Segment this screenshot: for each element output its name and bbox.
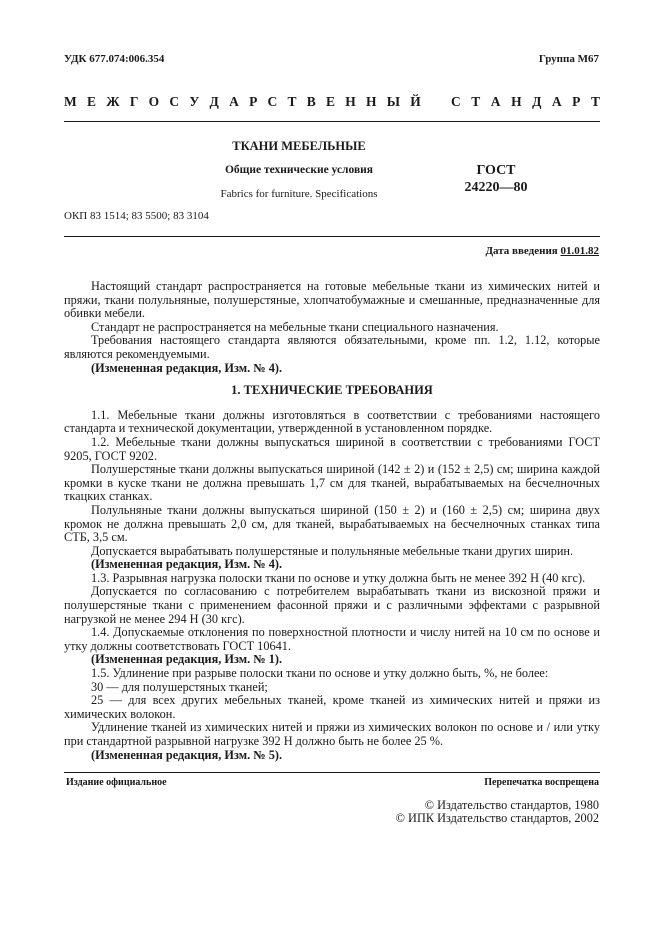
gost-label: ГОСТ — [476, 163, 516, 178]
page-subtitle: Общие технические условия — [224, 164, 374, 176]
introduction-date-label: Дата введения — [485, 245, 558, 257]
document-body — [64, 280, 600, 762]
group-code: Группа М67 — [538, 53, 599, 65]
clause-1-5-other: 25 — для всех других мебельных тканей, кроме тканей из химических нитей и пряжи из химических волокон. — [64, 693, 600, 721]
introduction-date-value: 01.01.82 — [560, 245, 599, 257]
copyright-2002: © ИПК Издательство стандартов, 2002 — [395, 811, 599, 825]
amendment-note: (Измененная редакция, Изм. № 1). — [91, 652, 283, 667]
english-title: Fabrics for furniture. Specifications — [220, 188, 378, 200]
amendment-note: (Измененная редакция, Изм. № 4). — [91, 557, 283, 572]
reprint-prohibited: Перепечатка воспрещена — [484, 777, 599, 788]
okp-codes: ОКП 83 1514; 83 5500; 83 3104 — [64, 210, 209, 222]
official-edition: Издание официальное — [66, 777, 167, 788]
clause-1-3: 1.3. Разрывная нагрузка полоски ткани по основе и утку должна быть не менее 392 Н (40 кгс). — [91, 570, 586, 585]
clause-1-2: 1.2. Мебельные ткани должны выпускаться шириной в соответствии с требованиями ГОСТ 9205, ГОСТ 9202. — [64, 434, 600, 463]
clause-1-5-wool: 30 — для полушерстяных тканей; — [91, 679, 268, 694]
paragraph-mandatory: Требования настоящего стандарта являются обязательными, кроме пп. 1.2, 1.12, которые являются рекомендуемыми. — [64, 333, 600, 361]
clause-1-3-exception: Допускается по согласованию с потребителем вырабатывать ткани из вискозной пряжи и полушерстяные ткани с применением фасонной пряжи и с различными эффектами с разрывной нагрузкой не менее 294 Н (30 кгс). — [64, 584, 600, 626]
amendment-note: (Измененная редакция, Изм. № 4). — [91, 360, 283, 375]
page-title: ТКАНИ МЕБЕЛЬНЫЕ — [232, 139, 366, 153]
clause-1-2-linen: Полульняные ткани должны выпускаться шириной (150 ± 2) и (160 ± 2,5) см; ширина двух кромок не должна превышать 2,0 см, для тканей, вырабатываемых на бесчелночных станках типа СТБ, 3,5 см. — [64, 502, 600, 545]
gost-number: 24220—80 — [464, 180, 528, 195]
amendment-note: (Измененная редакция, Изм. № 5). — [91, 747, 283, 762]
standard-type-banner — [64, 94, 600, 110]
clause-1-5-chemical: Удлинение тканей из химических нитей и пряжи из химических волокон по основе и / или утку при стандартной разрывной нагрузке 392 Н должно быть не более 25 %. — [64, 720, 600, 748]
clause-1-1: 1.1. Мебельные ткани должны изготовляться в соответствии с требованиями настоящего стандарта и технической документации, утвержденной в установленном порядке. — [64, 407, 600, 436]
header-rule — [64, 121, 600, 122]
title-rule — [64, 236, 600, 237]
clause-1-2-wool: Полушерстяные ткани должны выпускаться шириной (142 ± 2) и (152 ± 2,5) см; ширина каждой кромки в куске ткани не должна превышать 1,7 см для тканей, вырабатываемых на бесчелночных ткацких станках. — [64, 462, 600, 504]
paragraph-scope: Настоящий стандарт распространяется на готовые мебельные ткани из химических нитей и пряжи, ткани полульняные, полушерстяные, хлопчатобумажные и смешанные, предназначенные для обивки мебели. — [64, 279, 600, 321]
copyright-1980: © Издательство стандартов, 1980 — [424, 798, 599, 812]
clause-1-4: 1.4. Допускаемые отклонения по поверхностной плотности и числу нитей на 10 см по основе и утку должны соответствовать ГОСТ 10641. — [64, 625, 600, 653]
introduction-date — [485, 245, 599, 258]
section-heading: 1. ТЕХНИЧЕСКИЕ ТРЕБОВАНИЯ — [231, 383, 433, 398]
clause-1-2-other-widths: Допускается вырабатывать полушерстяные и полульняные мебельные ткани других ширин. — [91, 543, 574, 558]
paragraph-exclusion: Стандарт не распространяется на мебельные ткани специального назначения. — [91, 319, 499, 334]
udk-code: УДК 677.074:006.354 — [64, 53, 165, 65]
standard-type-word-1: М Е Ж Г О С У Д А Р С Т В Е Н Н Ы Й — [64, 94, 421, 109]
footer-rule — [64, 772, 600, 773]
standard-type-word-2: С Т А Н Д А Р Т — [451, 94, 600, 109]
clause-1-5: 1.5. Удлинение при разрыве полоски ткани по основе и утку должно быть, %, не более: — [91, 666, 549, 681]
